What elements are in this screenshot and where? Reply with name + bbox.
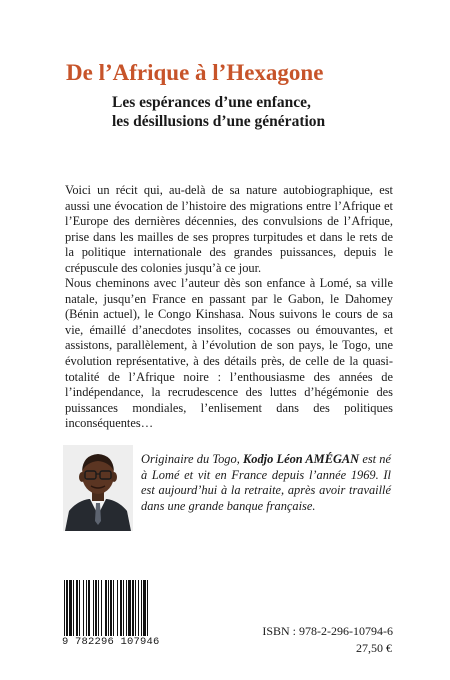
summary-paragraph-2: Nous cheminons avec l’auteur dès son enfance à Lomé, sa ville natale, jusqu’en France en passant par le Gabon, le Dahomey (Bénin actuel), le Congo Kinshasa. Nous suivons le cours de sa vie, émaillé d’anecdotes insolites, cocasses ou émouvantes, et assistons, parallèlement, à l’évolution de son pays, le Togo, une évolution représentative, à des détails près, de celle de la quasi-totalité de l’Afrique noire : l’enthousiasme des années de l’indépendance, la recrudescence des luttes d’hégémonie des puissances mondiales, l’enlisement dans des politiques inconséquentes… xyxy=(65,276,393,431)
book-title: De l’Afrique à l’Hexagone xyxy=(66,60,324,85)
barcode xyxy=(62,580,170,660)
book-subtitle xyxy=(112,93,325,131)
subtitle-line-2: les désillusions d’une génération xyxy=(112,113,326,130)
price: 27,50 € xyxy=(356,641,392,655)
summary-paragraph-1: Voici un récit qui, au-delà de sa nature autobiographique, est aussi une évocation de l’histoire des migrations entre l’Afrique et l’Europe des dernières décennies, des convulsions de l’Afrique, prise dans les mailles de ses propres turpitudes et dans le rets de la politique internationale des grandes puissances, depuis le crépuscule des colonies jusqu’à ce jour. xyxy=(65,183,393,275)
author-biography xyxy=(141,452,391,514)
author-photo xyxy=(63,445,133,531)
author-portrait-image xyxy=(63,445,133,531)
back-cover-summary xyxy=(65,183,393,432)
bio-intro: Originaire du Togo, xyxy=(141,452,243,466)
bio-details: est né à Lomé et vit en France depuis l’année 1969. Il est aujourd’hui à la retraite, après avoir travaillé dans une grande banque française. xyxy=(141,452,392,513)
author-name: Kodjo Léon AMÉGAN xyxy=(243,452,360,466)
barcode-digits: 9 782296 107946 xyxy=(62,636,170,648)
isbn: ISBN : 978-2-296-10794-6 xyxy=(262,624,393,638)
subtitle-line-1: Les espérances d’une enfance, xyxy=(112,94,311,111)
